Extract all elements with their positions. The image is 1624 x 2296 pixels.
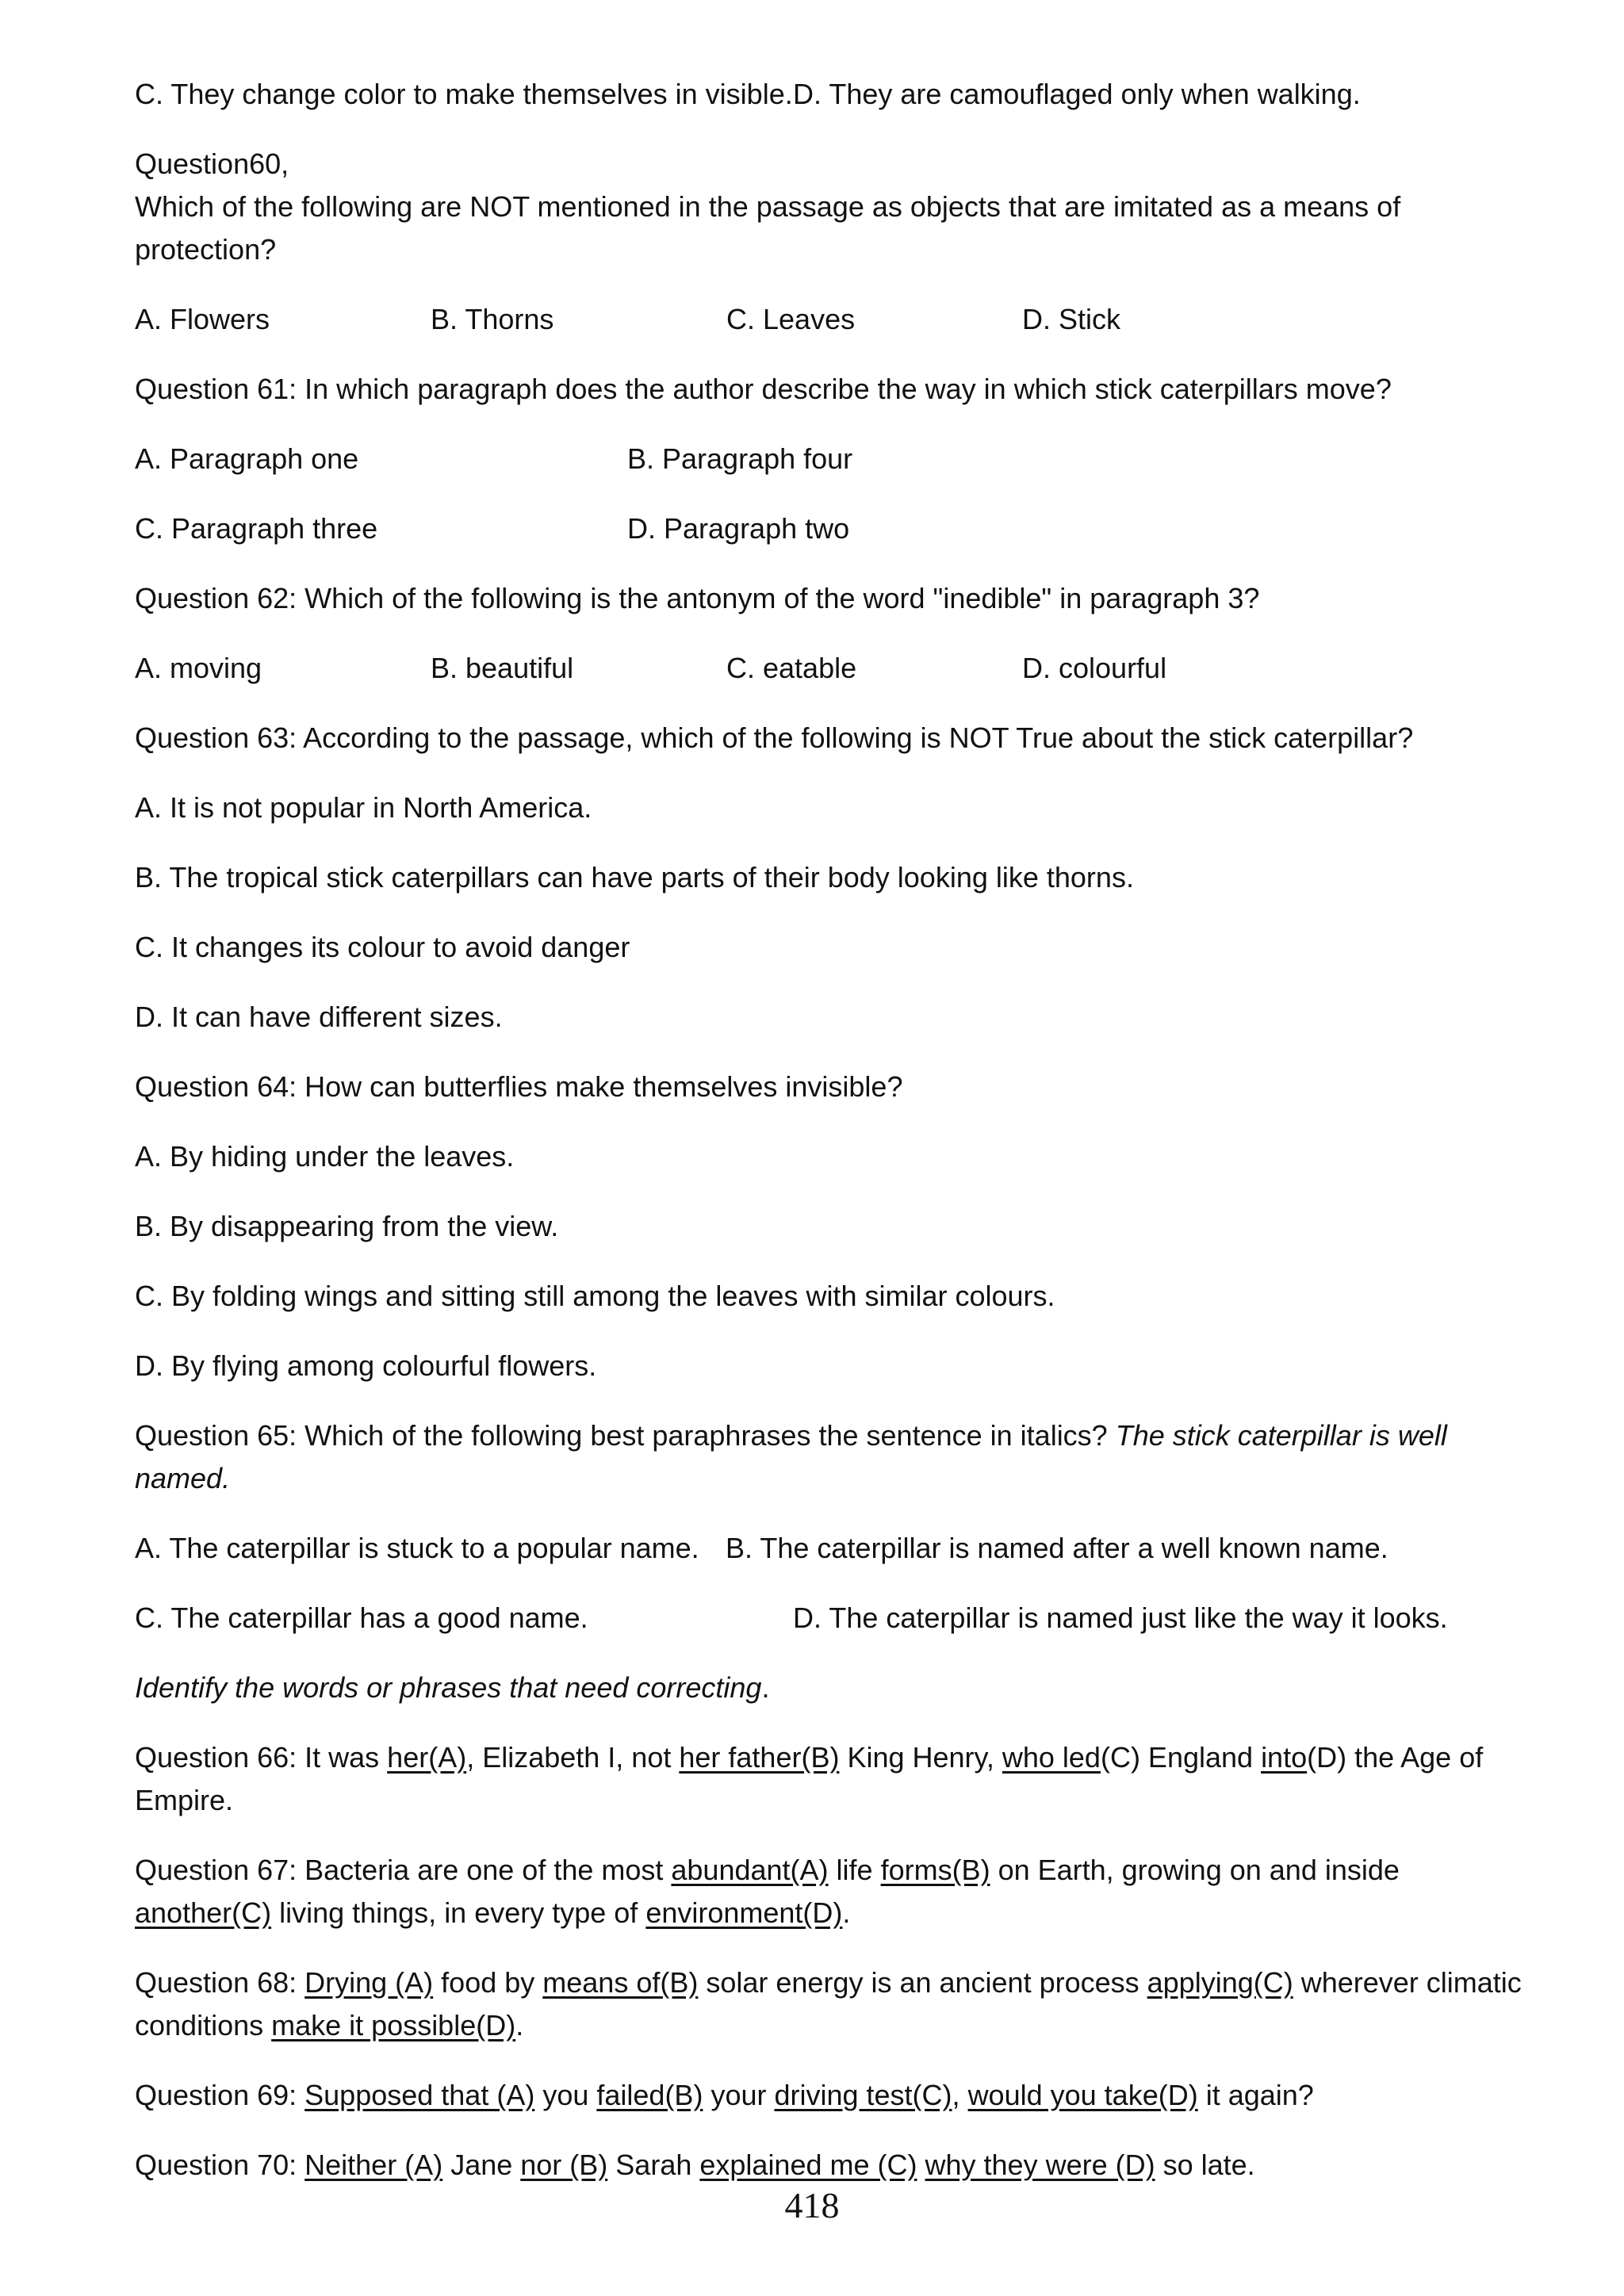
underlined-b: forms(B) [880,1854,990,1886]
text: (C) England [1100,1741,1262,1774]
text: . [842,1896,851,1929]
text: (D) the Age of Empire. [135,1741,1484,1816]
text: Question 69: [135,2079,305,2111]
question-60-options [135,298,1530,341]
underlined-a: her(A) [387,1741,467,1774]
underlined-a: Supposed that (A) [304,2079,535,2111]
option-c: C. They change color to make themselves in visible. [135,78,793,110]
underlined-b: her father(B) [679,1741,840,1774]
text: your [703,2079,775,2111]
text: on Earth, growing on and inside [990,1854,1400,1886]
text: Question 68: [135,1966,305,1999]
question-65-options-cd [135,1597,1530,1640]
question-64-stem: Question 64: How can butterflies make themselves invisible? [135,1070,903,1103]
text: Question 66: It was [135,1741,388,1774]
option-d: D. By flying among colourful flowers. [135,1349,597,1382]
option-a: A. Flowers [135,303,270,335]
question-61-options-ab [135,438,1530,480]
text: solar energy is an ancient process [698,1966,1147,1999]
option-a: A. By hiding under the leaves. [135,1140,515,1173]
question-67 [135,1849,1530,1934]
italic-sentence: The stick caterpillar is well named. [135,1419,1447,1494]
question-63-stem: Question 63: According to the passage, which of the following is NOT True about the stick caterpillar? [135,721,1414,754]
option-d: D. colourful [1022,652,1167,684]
option-d: D. Paragraph two [627,512,850,545]
option-b: B. beautiful [431,652,574,684]
question-59-options-cd [135,73,1530,116]
text: Sarah [607,2149,700,2181]
text: , Elizabeth I, not [466,1741,680,1774]
page-content [135,73,1530,2214]
option-b: B. The caterpillar is named after a well known name. [726,1532,1388,1564]
page-number: 418 [784,2185,840,2225]
text: wherever climatic conditions [135,1966,1522,2042]
underlined-c: driving test(C) [774,2079,952,2111]
text: it again? [1197,2079,1314,2111]
option-a: A. The caterpillar is stuck to a popular name. [135,1532,699,1564]
underlined-d: environment(D) [645,1896,843,1929]
underlined-c: who led [1002,1741,1101,1774]
text: living things, in every type of [271,1896,646,1929]
option-c: C. eatable [726,652,857,684]
option-c: C. Paragraph three [135,512,378,545]
question-60 [135,143,1530,271]
text: so late. [1155,2149,1255,2181]
option-b: B. Paragraph four [627,442,853,475]
option-c: C. It changes its colour to avoid danger [135,931,630,963]
option-b: B. Thorns [431,303,554,335]
question-number: Question60, [135,147,289,180]
question-68 [135,1961,1530,2047]
underlined-a: Drying (A) [304,1966,434,1999]
text: Jane [442,2149,521,2181]
text: life [828,1854,881,1886]
underlined-b: means of(B) [542,1966,699,1999]
underlined-c: applying(C) [1147,1966,1293,1999]
question-61-stem: Question 61: In which paragraph does the author describe the way in which stick caterpillars move? [135,373,1392,405]
option-d: D. Stick [1022,303,1121,335]
text: . [515,2009,524,2042]
text: Question 70: [135,2149,305,2181]
option-d: D. They are camouflaged only when walking. [793,78,1361,110]
question-70 [135,2144,1530,2187]
option-b: B. The tropical stick caterpillars can have parts of their body looking like thorns. [135,861,1134,894]
underlined-c: explained me (C) [699,2149,917,2181]
question-66 [135,1736,1530,1822]
question-65-stem [135,1414,1530,1500]
option-a: A. Paragraph one [135,442,359,475]
question-text: Question 65: Which of the following best paraphrases the sentence in italics? [135,1419,1116,1452]
text: , [952,2079,968,2111]
question-62-stem: Question 62: Which of the following is the antonym of the word "inedible" in paragraph 3? [135,582,1260,614]
text [917,2149,925,2181]
question-62-options [135,647,1530,690]
question-stem: Which of the following are NOT mentioned in the passage as objects that are imitated as a means of protection? [135,190,1401,266]
underlined-a: abundant(A) [671,1854,829,1886]
underlined-d: would you take(D) [967,2079,1198,2111]
underlined-d: why they were (D) [925,2149,1155,2181]
option-d: D. It can have different sizes. [135,1001,503,1033]
underlined-a: Neither (A) [304,2149,443,2181]
instruction-period: . [761,1671,770,1704]
option-b: B. By disappearing from the view. [135,1210,559,1242]
underlined-b: failed(B) [596,2079,703,2111]
section-instruction [135,1667,1530,1709]
text: you [534,2079,597,2111]
option-a: A. It is not popular in North America. [135,791,592,824]
underlined-b: nor (B) [520,2149,608,2181]
underlined-c: another(C) [135,1896,272,1929]
instruction-text: Identify the words or phrases that need correcting [135,1671,762,1704]
option-a: A. moving [135,652,262,684]
text: King Henry, [839,1741,1002,1774]
question-65-options-ab [135,1527,1530,1570]
text: food by [433,1966,543,1999]
underlined-d: make it possible(D) [271,2009,516,2042]
option-c: C. By folding wings and sitting still among the leaves with similar colours. [135,1280,1055,1312]
question-61-options-cd [135,507,1530,550]
underlined-d: into [1261,1741,1308,1774]
option-c: C. Leaves [726,303,856,335]
option-c: C. The caterpillar has a good name. [135,1601,588,1634]
question-69 [135,2074,1530,2117]
text: Question 67: Bacteria are one of the most [135,1854,672,1886]
option-d: D. The caterpillar is named just like the way it looks. [793,1601,1448,1634]
